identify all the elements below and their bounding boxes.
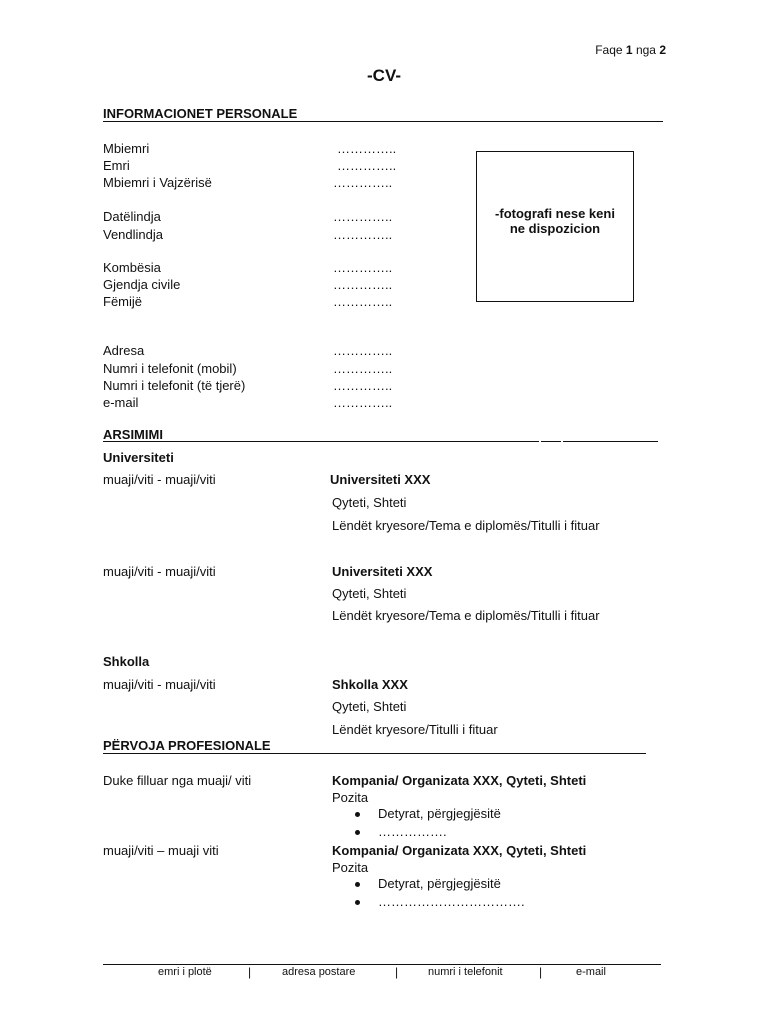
page-total: 2: [659, 43, 666, 57]
field-label: Mbiemri: [103, 141, 150, 156]
page-current: 1: [625, 43, 633, 57]
field-placeholder: …………..: [333, 175, 393, 190]
field-label: Kombësia: [103, 260, 161, 275]
field-label: Numri i telefonit (të tjerë): [103, 378, 246, 393]
field-placeholder: …………..: [333, 277, 393, 292]
education-dates: muaji/viti - muaji/viti: [103, 677, 216, 692]
education-heading-rule: [103, 441, 539, 442]
education-institution: Universiteti XXX: [332, 564, 433, 579]
personal-heading-rule: [103, 121, 663, 122]
photo-placeholder-box: [476, 151, 634, 302]
education-location: Qyteti, Shteti: [332, 495, 407, 510]
field-label: Mbiemri i Vajzërisë: [103, 175, 212, 190]
footer-separator: |: [395, 965, 399, 979]
field-placeholder: …………..: [333, 294, 393, 309]
field-label: Adresa: [103, 343, 145, 358]
field-placeholder: …………..: [333, 361, 393, 376]
footer-full-name: emri i plotë: [158, 966, 212, 978]
field-label: Emri: [103, 158, 130, 173]
education-dates: muaji/viti - muaji/viti: [103, 472, 216, 487]
education-dates: muaji/viti - muaji/viti: [103, 564, 216, 579]
footer-rule: [103, 964, 661, 965]
experience-position: Pozita: [332, 790, 369, 805]
field-label: e-mail: [103, 395, 139, 410]
experience-heading-rule: [103, 753, 646, 754]
education-details: Lëndët kryesore/Tema e diplomës/Titulli i fituar: [332, 608, 600, 623]
education-details: Lëndët kryesore/Tema e diplomës/Titulli i fituar: [332, 518, 600, 533]
experience-dates: muaji/viti – muaji viti: [103, 843, 219, 858]
bullet-icon: [355, 900, 360, 905]
footer-postal-address: adresa postare: [282, 966, 356, 978]
field-label: Vendlindja: [103, 227, 163, 242]
university-subheading: Universiteti: [103, 450, 174, 465]
education-institution: Universiteti XXX: [330, 472, 431, 487]
field-label: Fëmijë: [103, 294, 143, 309]
experience-bullet-text: Detyrat, përgjegjësitë: [378, 876, 501, 891]
document-title: -CV-: [367, 66, 401, 85]
field-placeholder: …………..: [337, 141, 397, 156]
experience-bullet-text: …………………………….: [378, 894, 525, 909]
experience-bullet-text: …………….: [378, 824, 447, 839]
education-location: Qyteti, Shteti: [332, 699, 407, 714]
personal-heading: INFORMACIONET PERSONALE: [103, 106, 298, 121]
education-location: Qyteti, Shteti: [332, 586, 407, 601]
field-placeholder: …………..: [333, 395, 393, 410]
field-placeholder: …………..: [337, 158, 397, 173]
page-indicator: [595, 43, 666, 57]
education-heading: ARSIMIMI: [103, 427, 163, 442]
bullet-icon: [355, 830, 360, 835]
footer-separator: |: [539, 965, 543, 979]
field-label: Numri i telefonit (mobil): [103, 361, 237, 376]
field-label: Gjendja civile: [103, 277, 181, 292]
education-institution: Shkolla XXX: [332, 677, 408, 692]
field-label: Datëlindja: [103, 209, 161, 224]
school-subheading: Shkolla: [103, 654, 150, 669]
education-heading-rule: [563, 441, 658, 442]
experience-company: Kompania/ Organizata XXX, Qyteti, Shteti: [332, 843, 587, 858]
experience-company: Kompania/ Organizata XXX, Qyteti, Shteti: [332, 773, 587, 788]
experience-dates: Duke filluar nga muaji/ viti: [103, 773, 252, 788]
field-placeholder: …………..: [333, 227, 393, 242]
photo-caption-line1: -fotografi nese keni: [495, 206, 615, 221]
field-placeholder: …………..: [333, 343, 393, 358]
footer-phone: numri i telefonit: [428, 966, 503, 978]
experience-heading: PËRVOJA PROFESIONALE: [103, 738, 271, 753]
photo-caption-line2: ne dispozicion: [509, 221, 601, 236]
experience-position: Pozita: [332, 860, 369, 875]
page-mid: nga: [635, 43, 656, 57]
page-prefix: Faqe: [595, 43, 623, 57]
education-heading-rule: [541, 441, 561, 442]
footer-separator: |: [248, 965, 252, 979]
education-details: Lëndët kryesore/Titulli i fituar: [332, 722, 498, 737]
bullet-icon: [355, 882, 360, 887]
bullet-icon: [355, 812, 360, 817]
footer-email: e-mail: [576, 966, 606, 978]
experience-bullet-text: Detyrat, përgjegjësitë: [378, 806, 501, 821]
field-placeholder: …………..: [333, 378, 393, 393]
field-placeholder: …………..: [333, 209, 393, 224]
field-placeholder: …………..: [333, 260, 393, 275]
